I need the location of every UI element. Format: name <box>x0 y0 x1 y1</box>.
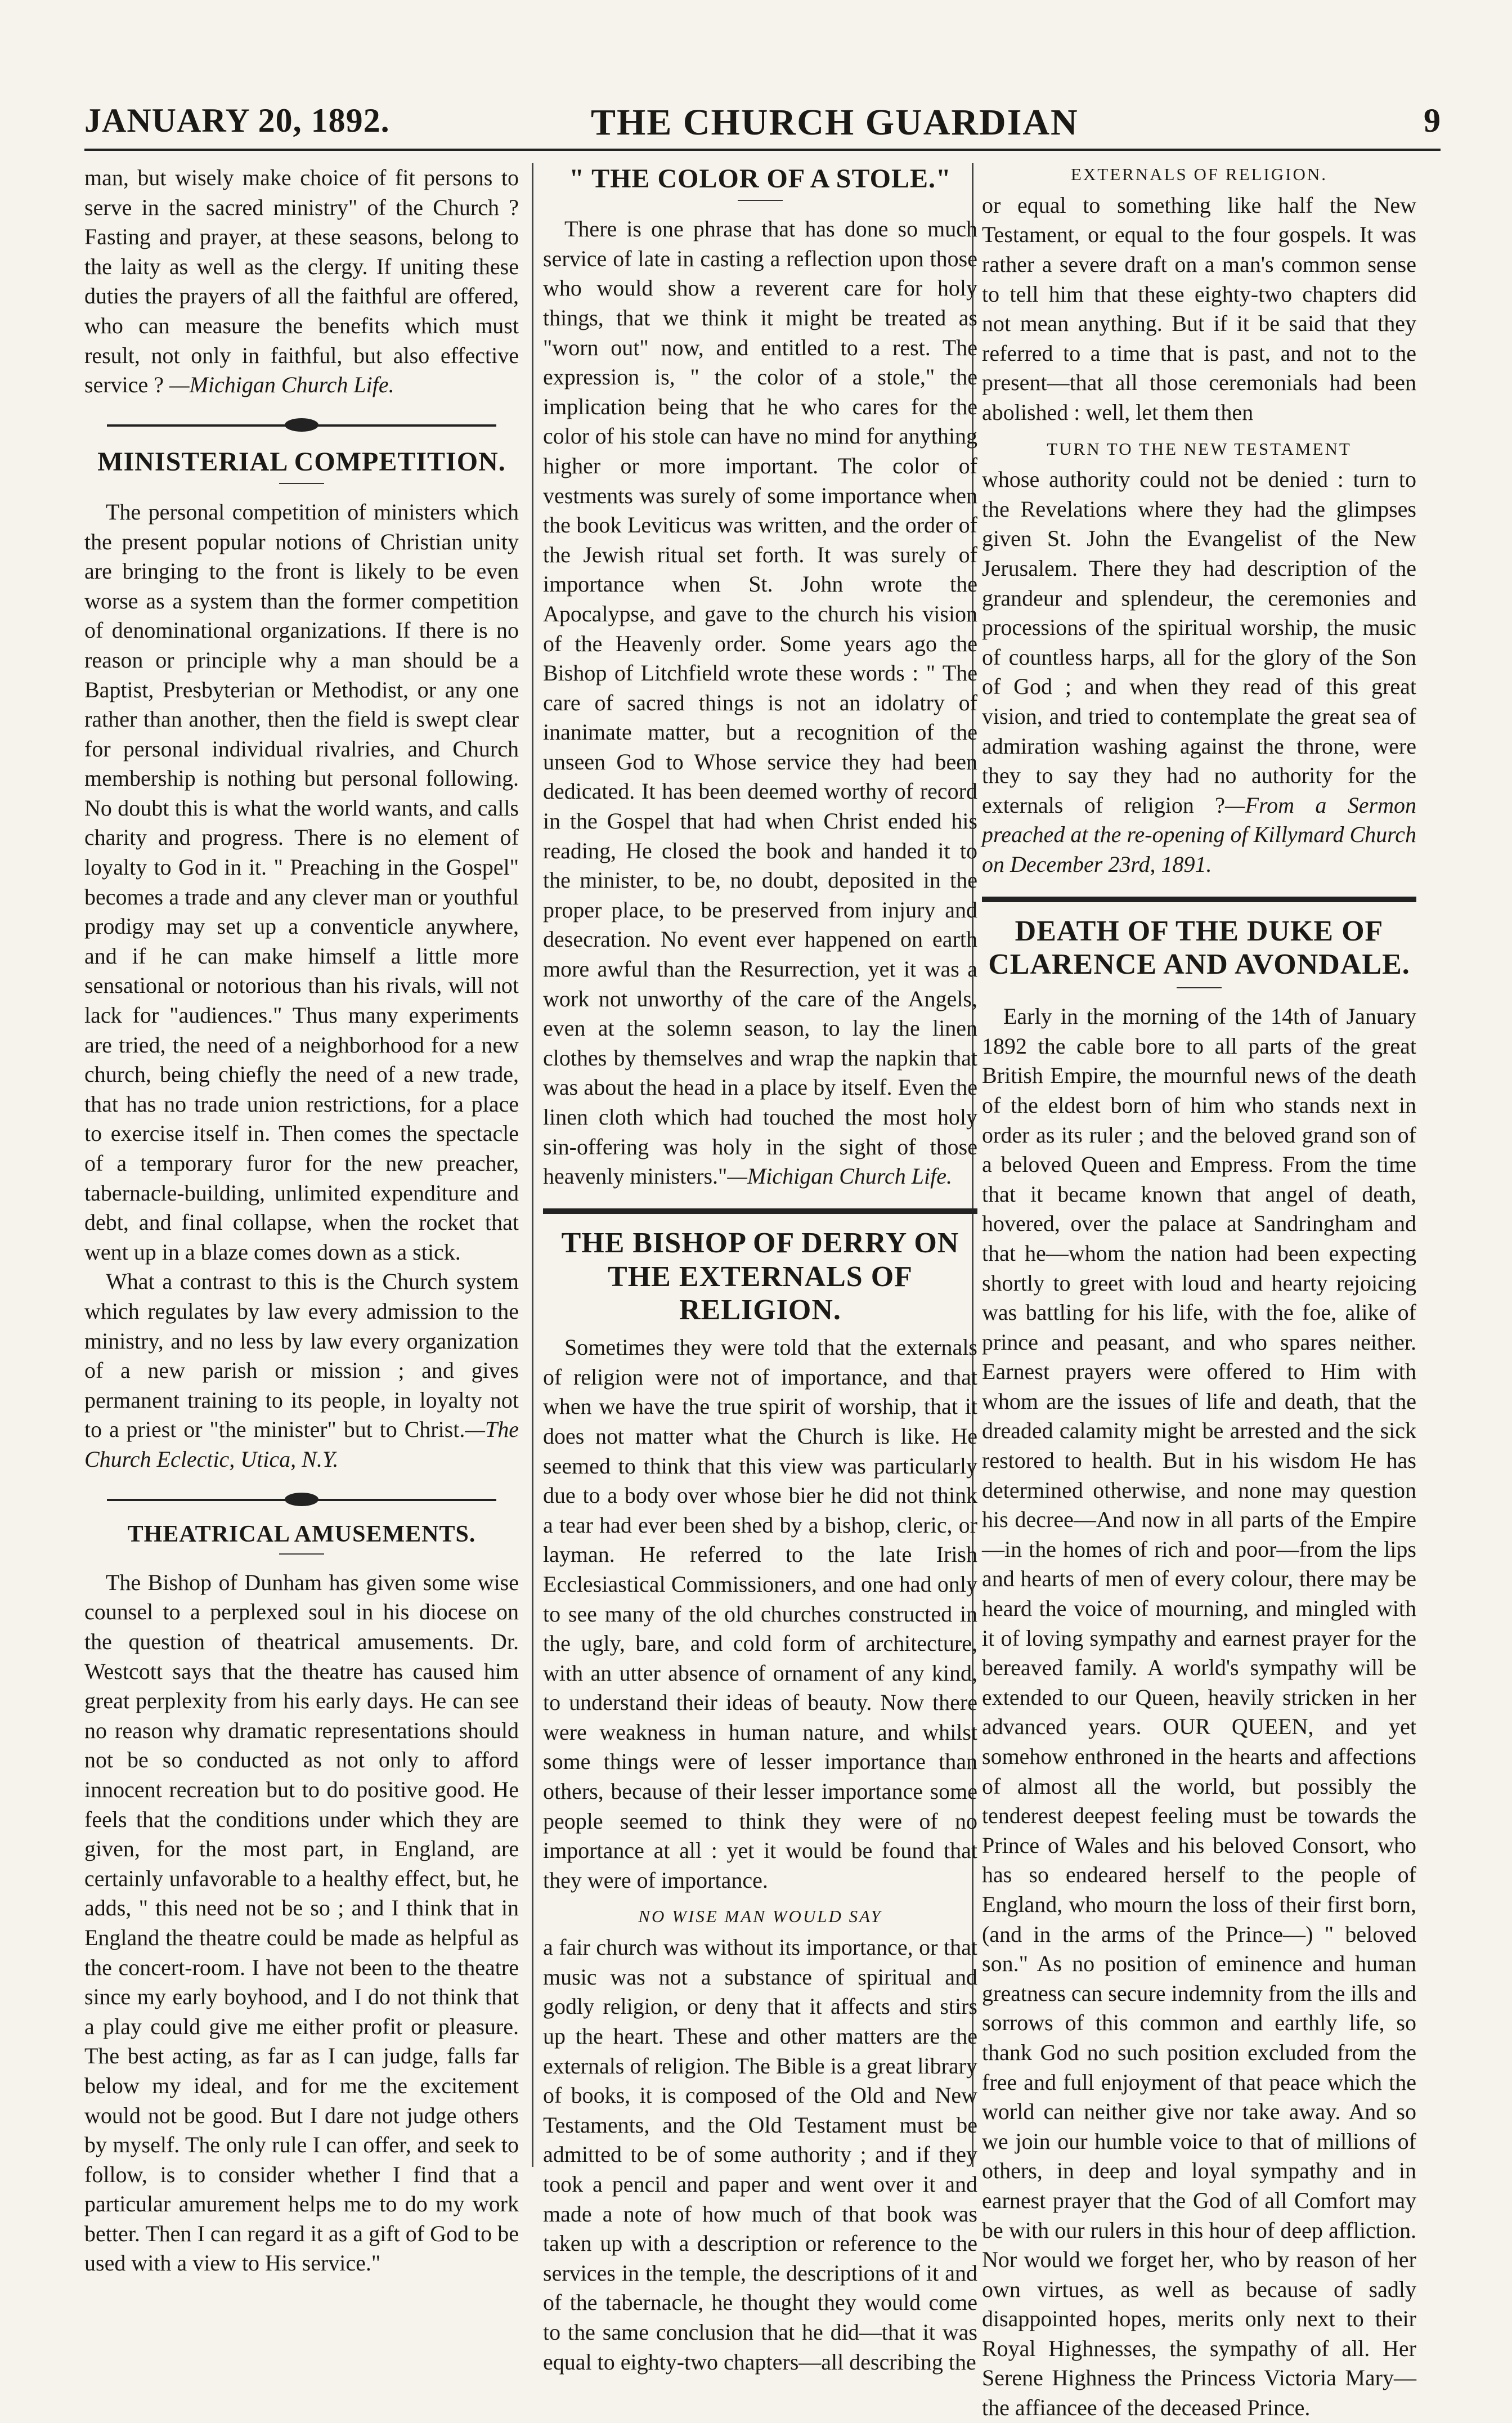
issue-date: JANUARY 20, 1892. <box>84 102 390 139</box>
ornamental-rule <box>84 417 519 434</box>
column-1 <box>84 163 519 2278</box>
page-header <box>84 90 1441 152</box>
section-rule <box>982 897 1416 902</box>
ornamental-rule <box>84 1492 519 1508</box>
heading-death-of-duke: DEATH OF THE DUKE OF CLARENCE AND AVONDALE. <box>988 915 1410 981</box>
subheading-turn-to-new-testament: TURN TO THE NEW TESTAMENT <box>1047 438 1352 459</box>
article-continuation: man, but wisely make choice of fit persons to serve in the sacred ministry" of the Church ? Fasting and prayer, at these seasons, belong to the laity as well as the clergy. If uniting these duties the prayers of all the faithful are offered, who can measure the benefits which must result, not only in faithful, but also effective service ? —Michigan Church Life. <box>84 165 519 398</box>
paragraph: Early in the morning of the 14th of January 1892 the cable bore to all parts of the great British Empire, the mournful news of the death of the eldest born of him who stands next in order as its ruler ; and the beloved grand son of a beloved Queen and Empress. From the time that it became known that angel of death, hovered, over the palace at Sandringham and that he—whom the nation had been expecting shortly to greet with loud and hearty rejoicing was battling for his life, with the foe, alike of prince and peasant, and who spares neither. Earnest prayers were offered to Him with whom are the issues of life and death, that the dreaded calamity might be arrested and the sick restored to health. But in his wisdom He has determined otherwise, and none may question his decree—And now in all parts of the Empire—in the homes of rich and poor—from the lips and hearts of men of every colour, there may be heard the voice of mourning, and mingled with it of loving sympathy and earnest prayer for the bereaved family. A world's sympathy will be extended to our Queen, heavily stricken in her advanced years. OUR QUEEN, and yet somehow enthroned in the hearts and affections of almost all the world, but possibly the tenderest deepest feeling must be towards the Prince of Wales and his beloved Consort, who has so endeared herself to the people of England, who mourn the loss of their first born, (and in the arms of the Prince—) " beloved son." As no position of eminence and human greatness can secure indemnity from the ills and sorrows of this common and earthly life, so thank God no such position excluded from the free and full enjoyment of that peace which the world can neither give nor take away. And so we join our humble voice to that of millions of others, in deep and loyal sympathy and in earnest prayer that the God of all Comfort may be with our rulers in this hour of deep affliction. Nor would we forget her, who by reason of her own virtues, as well as because of sadly disappointed hopes, merits only next to their Royal Highnesses, the sympathy of all. Her Serene Highness the Princess Victoria Mary—the affiancee of the deceased Prince. <box>982 1004 1416 2421</box>
paragraph: a fair church was without its importance, or that music was not a substance of spiritual and godly religion, or deny that it affects and stirs up the heart. These and other matters are the externals of religion. The Bible is a great library of books, it is composed of the Old and New Testaments, and the Old Testament must be admitted to be of some authority ; and if they took a pencil and paper and went over it and made a note of how much of that book was taken up with a description or reference to the services in the temple, the descriptions of it and of the tabernacle, he thought they would come to the same conclusion that he did—that it was equal to eighty-two chapters—all describing the <box>543 1934 977 2375</box>
running-subheading-externals: EXTERNALS OF RELIGION. <box>1070 164 1328 184</box>
paragraph: There is one phrase that has done so much service of late in casting a reflection upon those who would show a reverent care for holy things, that we think it might be treated as "worn out" now, and entitled to a rest. The expression is, " the color of a stole," the implication being that he who cares for the color of his stole can have no mind for anything higher or more important. The color of vestments was surely of some importance when the book Leviticus was written, and the order of the Jewish ritual set forth. It was surely of importance when St. John wrote the Apocalypse, and gave to the church his vision of the Heavenly order. Some years ago the Bishop of Litchfield wrote these words : " The care of sacred things is not an idolatry of inanimate matter, but a recognition of the unseen God to Whose service they had been dedicated. It has been deemed worthy of record in the Gospel that had when Christ ended his reading, He closed the book and handed it to the minister, to be, no doubt, deposited in the proper place, to be preserved from injury and desecration. No event ever happened on earth more awful than the Resurrection, yet it was a work not unworthy of the care of the Angels, even at the solemn season, to lay the linen clothes by themselves and wrap the napkin that was about the head in a place by itself. Even the linen cloth which had touched the most holy sin-offering was holy in the sight of those heavenly ministers."—Michigan Church Life. <box>543 216 977 1189</box>
newspaper-title: THE CHURCH GUARDIAN <box>591 102 1079 143</box>
short-rule <box>1177 987 1222 988</box>
short-rule <box>279 1553 324 1555</box>
paragraph: or equal to something like half the New Testament, or equal to the four gospels. It was rather a severe draft on a man's common sense to tell him that these eighty-two chapters did not mean anything. But if it be said that they referred to a time that is past, and not to the present—that all those ceremonials had been abolished : well, let them then <box>982 192 1416 425</box>
subheading-no-wise-man: NO WISE MAN WOULD SAY <box>638 1906 882 1927</box>
header-rule <box>84 149 1441 151</box>
article-source: —The Church Eclectic, Utica, N.Y. <box>84 1417 519 1472</box>
heading-theatrical-amusements: THEATRICAL AMUSEMENTS. <box>127 1521 476 1547</box>
column-divider-1 <box>532 163 533 2167</box>
paragraph: Sometimes they were told that the externals of religion were not of importance, and that when we have the true spirit of worship, that it does not matter what the Church is like. He seemed to think that this view was particularly due to a body over whose bier he did not think a tear had ever been shed by a bishop, cleric, or layman. He referred to the late Irish Ecclesiastical Commissioners, and one had only to see many of the old churches constructed in the ugly, bare, and cold form of architecture, with an utter absence of ornament of any kind, to understand their ideas of beauty. Now there were weakness in human nature, and whilst some things were of lesser importance than others, because of their lesser importance some people seemed to think they were of no importance at all : yet it would be found that they were of importance. <box>543 1334 977 1893</box>
article-source: —Michigan Church Life. <box>169 372 394 398</box>
short-rule <box>279 483 324 484</box>
column-2 <box>543 163 977 2377</box>
paragraph: The personal competition of ministers which the present popular notions of Christian unity are bringing to the front is likely to be even worse as a system than the former competition of denominational organizations. If there is no reason or principle why a man should be a Baptist, Presbyterian or Methodist, or any one rather than another, then the field is swept clear for personal individual rivalries, and Church membership is nothing but personal following. No doubt this is what the world wants, and calls charity and progress. There is no element of loyalty to God in it. " Preaching in the Gospel" becomes a trade and any clever man or youthful prodigy may set up a conventicle anywhere, and if he can make himself a little more sensational or notorious than his rivals, will not lack for "audiences." Thus many experiments are tried, the need of a neighborhood for a new church, being chiefly the need of a new trade, that has no trade union restrictions, for a place to exercise itself in. Then comes the spectacle of a temporary furor for the new preacher, tabernacle-building, unlimited expenditure and debt, and final collapse, when the rocket that went up in a blaze comes down as a stick. <box>84 499 519 1265</box>
column-3 <box>982 163 1416 2423</box>
article-source: —Michigan Church Life. <box>727 1163 952 1189</box>
short-rule <box>738 200 783 201</box>
heading-color-of-stole: " THE COLOR OF A STOLE." <box>569 164 952 194</box>
heading-bishop-of-derry: THE BISHOP OF DERRY ON THE EXTERNALS OF RELIGION. <box>561 1226 959 1327</box>
paragraph: What a contrast to this is the Church system which regulates by law every admission to the ministry, and no less by law every organization of a new parish or mission ; and gives permanent training to its people, in loyalty not to a priest or "the minister" but to Christ.—The Church Eclectic, Utica, N.Y. <box>84 1269 519 1472</box>
page-number: 9 <box>1424 102 1441 139</box>
section-rule <box>543 1208 977 1214</box>
paragraph: The Bishop of Dunham has given some wise counsel to a perplexed soul in his diocese on the question of theatrical amusements. Dr. Westcott says that the theatre has caused him great perplexity from his early days. He can see no reason why dramatic representations should not be so conducted as not only to afford innocent recreation but to do positive good. He feels that the conditions under which they are given, for the most part, in England, are certainly unfavorable to a healthy effect, but, he adds, " this need not be so ; and I think that in England the theatre could be made as helpful as the concert-room. I have not been to the theatre since my early boyhood, and I do not think that a play could give me either profit or pleasure. The best acting, as far as I can judge, falls far below my ideal, and for me the excitement would not be good. But I dare not judge others by myself. The only rule I can offer, and seek to follow, is to consider whether I find that a particular amurement helps me to do my work better. Then I can regard it as a gift of God to be used with a view to His service." <box>84 1569 519 2276</box>
heading-ministerial-competition: MINISTERIAL COMPETITION. <box>97 446 506 477</box>
article-source: —From a Sermon preached at the re-opening of Killymard Church on December 23rd, 1891. <box>982 792 1416 877</box>
paragraph: whose authority could not be denied : turn to the Revelations where they had the glimpses given St. John the Evangelist of the New Jerusalem. There they had description of the grandeur and splendeur, the ceremonies and processions of the spiritual worship, the music of countless harps, all for the glory of the Son of God ; and when they read of this great vision, and tried to contemplate the great sea of admiration washing against the throne, were they to say they had no authority for the externals of religion ?—From a Sermon preached at the re-opening of Killymard Church on December 23rd, 1891. <box>982 467 1416 877</box>
